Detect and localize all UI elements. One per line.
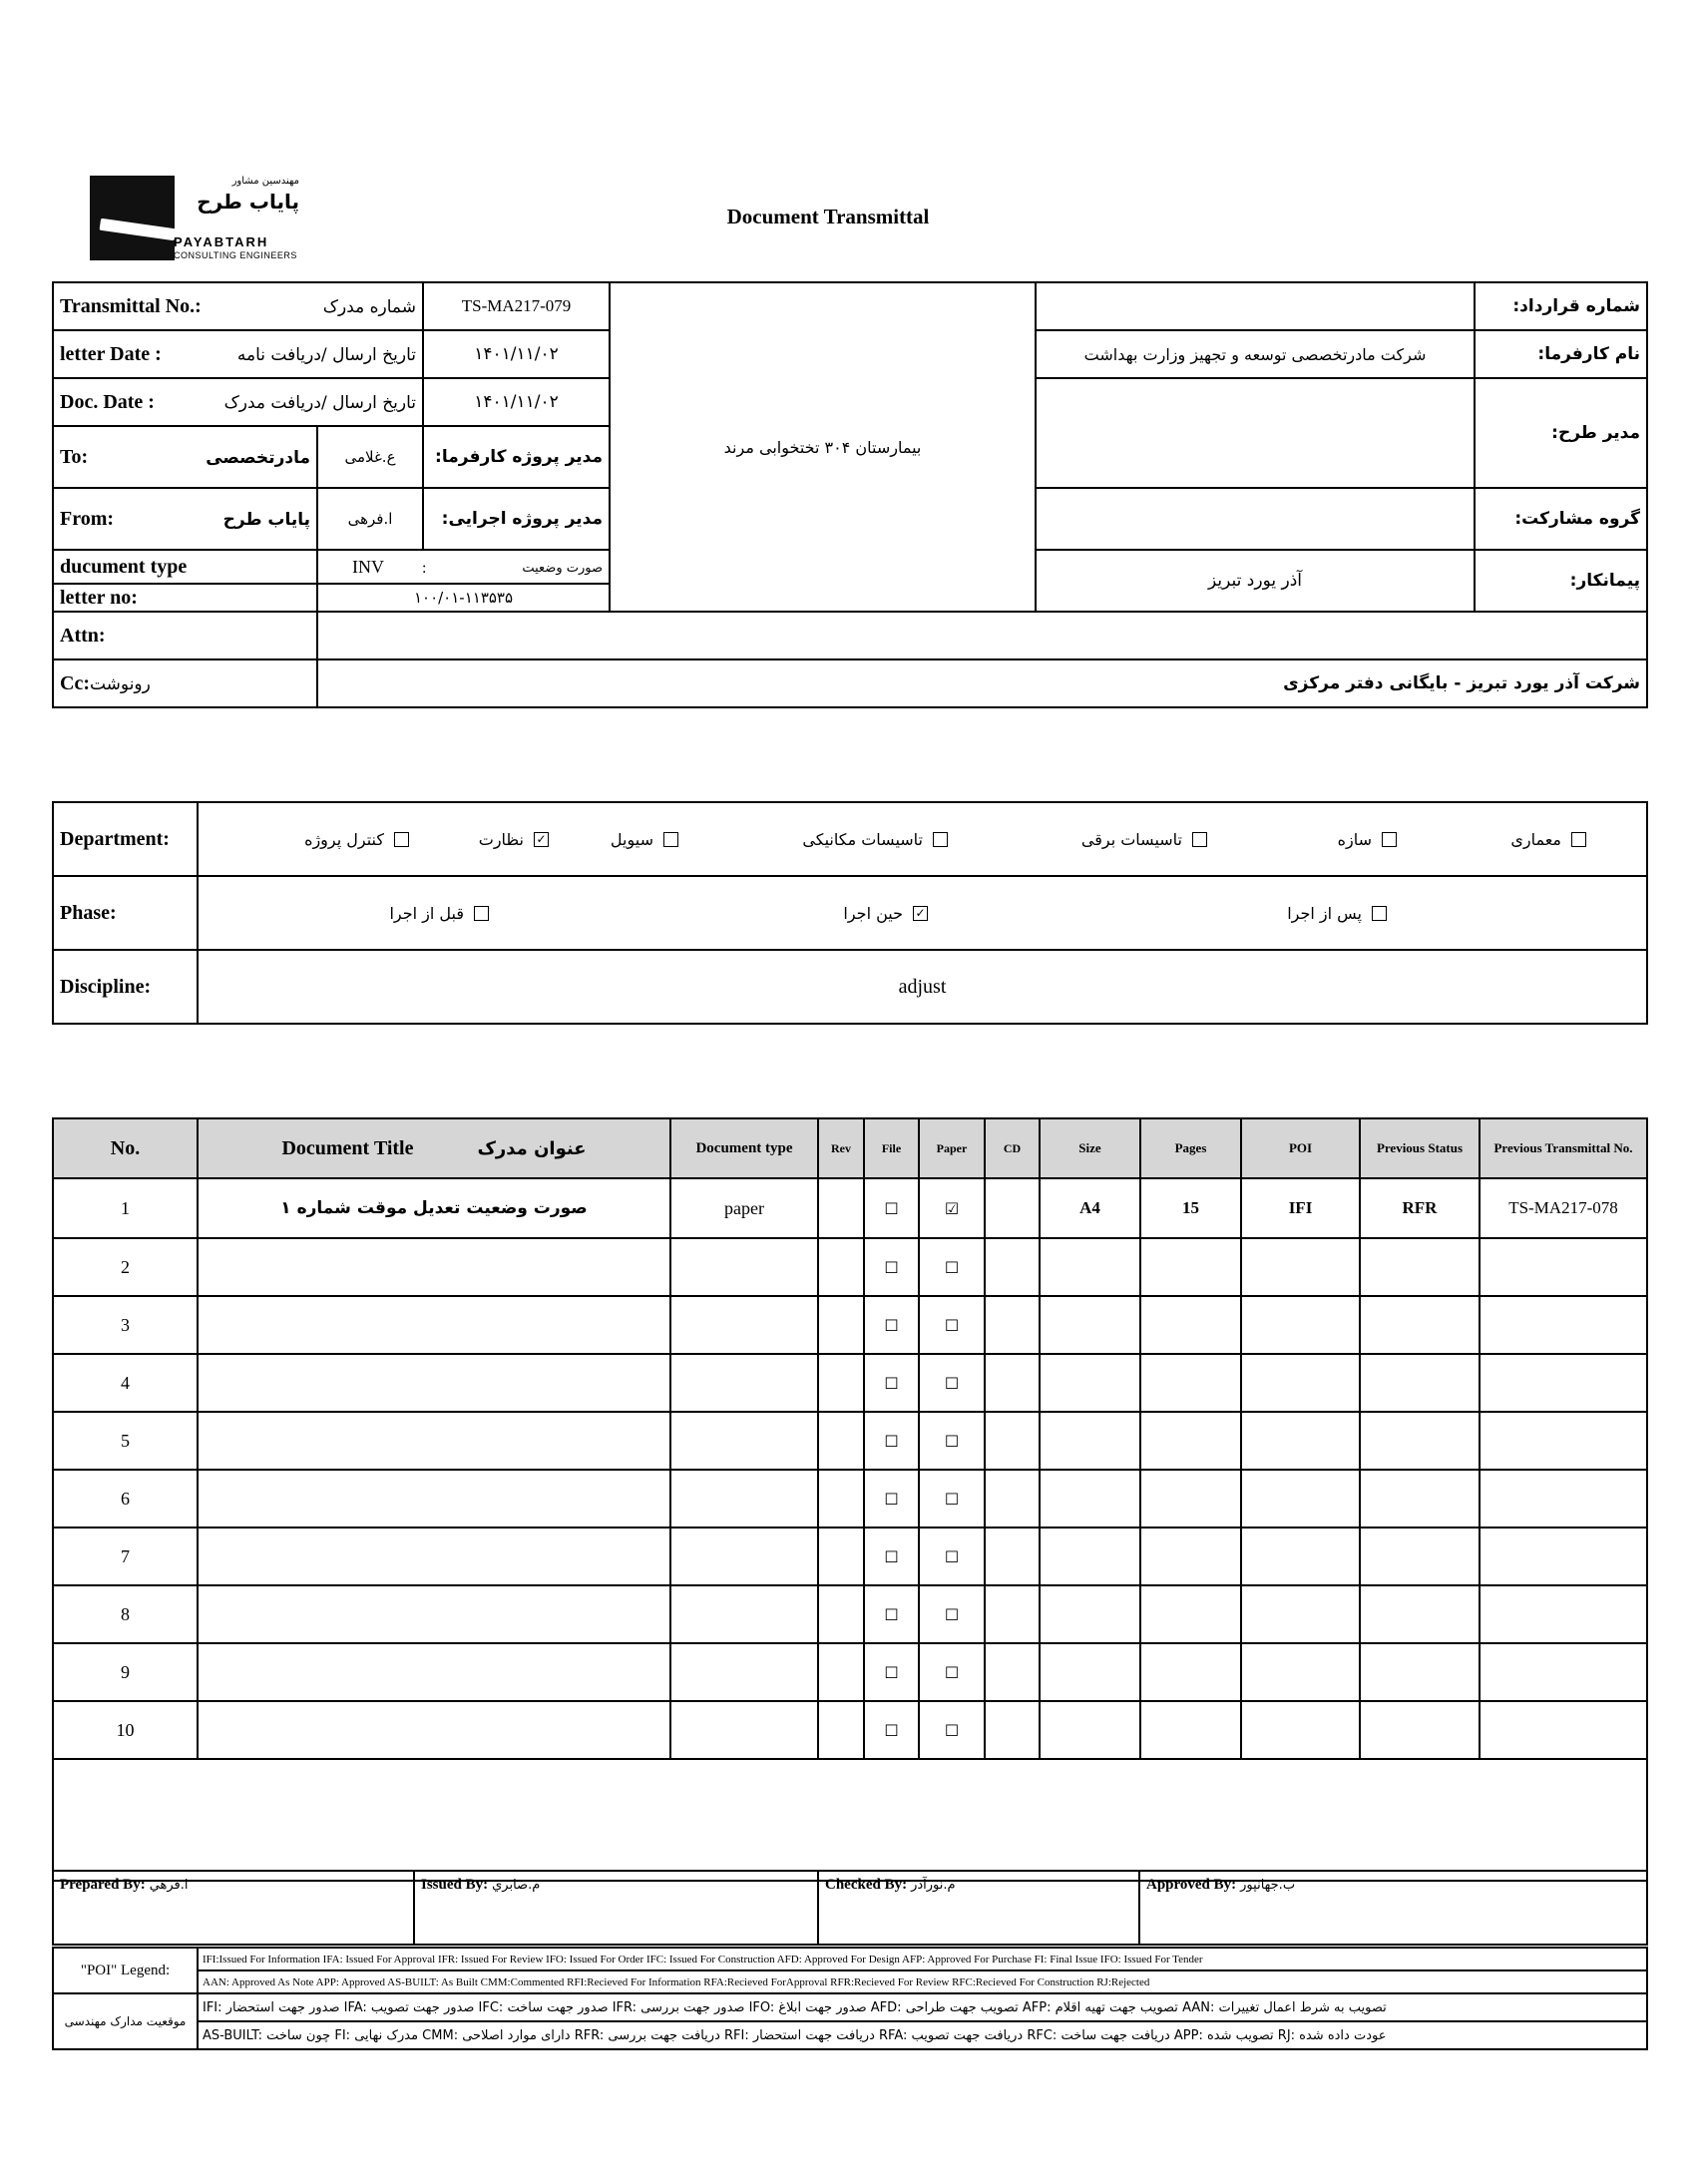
row-size: A4 [1040, 1178, 1140, 1238]
info-table [52, 281, 1648, 708]
col-header-title-en: Document Title [281, 1136, 414, 1159]
checkbox-icon[interactable] [474, 906, 489, 921]
department-option-label: کنترل پروژه [304, 829, 384, 849]
row-rev [818, 1643, 864, 1701]
to-value: مادرتخصصی [206, 447, 310, 468]
letter-date-label-en: letter Date : [60, 342, 162, 365]
col-header-file: File [864, 1118, 919, 1178]
issued-by-label: Issued By: [421, 1877, 489, 1893]
phase-option[interactable] [843, 877, 928, 949]
phase-option-label: حین اجرا [843, 903, 903, 923]
discipline-label: Discipline: [53, 950, 198, 1024]
row-doc-type [670, 1238, 818, 1296]
row-prev-status: RFR [1360, 1178, 1480, 1238]
department-option[interactable] [1338, 803, 1397, 875]
approved-by-label: Approved By: [1146, 1877, 1237, 1893]
col-header-poi: POI [1241, 1118, 1360, 1178]
row-no: 6 [53, 1470, 198, 1528]
row-rev [818, 1178, 864, 1238]
row-size [1040, 1412, 1140, 1470]
row-doc-type [670, 1412, 818, 1470]
checked-by-value: م.نورآذر [911, 1878, 956, 1893]
row-rev [818, 1585, 864, 1643]
row-no: 4 [53, 1354, 198, 1412]
row-size [1040, 1643, 1140, 1701]
row-title [198, 1585, 670, 1643]
row-cd [985, 1470, 1040, 1528]
phase-option-label: پس از اجرا [1287, 903, 1362, 923]
row-prev-status [1360, 1470, 1480, 1528]
table-row [53, 1701, 1647, 1759]
from-cell [53, 488, 317, 550]
prepared-by-cell [53, 1871, 414, 1945]
row-file-checkbox[interactable]: ☐ [864, 1238, 919, 1296]
row-cd [985, 1701, 1040, 1759]
doc-date-value: ۱۴۰۱/۱۱/۰۲ [423, 378, 610, 426]
department-option-label: سیویل [610, 829, 653, 849]
checkbox-checked-icon[interactable]: ✓ [913, 906, 928, 921]
row-size [1040, 1296, 1140, 1354]
documents-table [52, 1117, 1648, 1882]
plan-manager-label: مدیر طرح: [1475, 378, 1647, 488]
row-cd [985, 1354, 1040, 1412]
department-options [198, 802, 1647, 876]
table-row [53, 1178, 1647, 1238]
row-file-checkbox[interactable]: ☐ [864, 1178, 919, 1238]
row-paper-checkbox[interactable]: ☐ [919, 1585, 985, 1643]
checkbox-icon[interactable] [1372, 906, 1387, 921]
poi-legend-line-1: IFI:Issued For Information IFA: Issued For Approval IFR: Issued For Review IFO: Issued For Order IFC: Issued For Construction AFD: Approved For Design AFP: Approved For Purchase FI: Final Issue IFO: Issued For Tender [198, 1948, 1647, 1970]
contractor-value: آذر یورد تبریز [1036, 550, 1475, 612]
row-file-checkbox[interactable]: ☐ [864, 1528, 919, 1585]
row-pages [1140, 1296, 1241, 1354]
doc-date-label-fa: تاریخ ارسال /دریافت مدرک [223, 392, 417, 413]
letter-no-value: ۱۰۰/۰۱-۱۱۳۵۳۵ [317, 584, 610, 612]
row-no: 9 [53, 1643, 198, 1701]
row-prev-status [1360, 1701, 1480, 1759]
row-cd [985, 1238, 1040, 1296]
row-size [1040, 1701, 1140, 1759]
row-poi [1241, 1412, 1360, 1470]
transmittal-value: TS-MA217-079 [423, 282, 610, 330]
checkbox-icon[interactable] [1571, 832, 1586, 847]
row-file-checkbox[interactable]: ☐ [864, 1296, 919, 1354]
to-person: ع.غلامی [317, 426, 423, 488]
row-pages [1140, 1643, 1241, 1701]
contractor-label: پیمانکار: [1475, 550, 1647, 612]
row-poi [1241, 1470, 1360, 1528]
row-doc-type [670, 1643, 818, 1701]
row-doc-type [670, 1585, 818, 1643]
checkbox-icon[interactable] [1382, 832, 1397, 847]
letter-date-label-cell [53, 330, 423, 378]
col-header-title [198, 1118, 670, 1178]
plan-manager-value [1036, 378, 1475, 488]
from-person: ا.فرهی [317, 488, 423, 550]
row-file-checkbox[interactable]: ☐ [864, 1643, 919, 1701]
row-no: 7 [53, 1528, 198, 1585]
table-row [53, 1412, 1647, 1470]
row-title [198, 1354, 670, 1412]
row-paper-checkbox[interactable]: ☐ [919, 1296, 985, 1354]
checkbox-icon[interactable] [663, 832, 678, 847]
discipline-value: adjust [198, 950, 1647, 1024]
row-prev-transmittal [1480, 1238, 1647, 1296]
row-rev [818, 1470, 864, 1528]
letter-no-label: letter no: [53, 584, 317, 612]
employer-value: شرکت مادرتخصصی توسعه و تجهیز وزارت بهداشت [1036, 330, 1475, 378]
row-paper-checkbox[interactable]: ☐ [919, 1643, 985, 1701]
logo-text-en-sub: CONSULTING ENGINEERS [174, 250, 297, 260]
row-cd [985, 1528, 1040, 1585]
department-label: Department: [53, 802, 198, 876]
cc-label-en: Cc: [60, 671, 90, 694]
row-title [198, 1296, 670, 1354]
from-role: مدیر پروژه اجرایی: [423, 488, 610, 550]
col-header-doc-type: Document type [670, 1118, 818, 1178]
row-cd [985, 1178, 1040, 1238]
row-rev [818, 1412, 864, 1470]
prepared-by-label: Prepared By: [60, 1877, 146, 1893]
to-label: To: [60, 445, 89, 468]
cc-cell [53, 659, 317, 707]
row-paper-checkbox[interactable]: ☐ [919, 1238, 985, 1296]
row-pages [1140, 1238, 1241, 1296]
row-pages [1140, 1585, 1241, 1643]
department-option-label: نظارت [478, 829, 524, 849]
row-poi [1241, 1701, 1360, 1759]
table-row [53, 1296, 1647, 1354]
contract-no-value [1036, 282, 1475, 330]
row-prev-transmittal [1480, 1354, 1647, 1412]
row-no: 1 [53, 1178, 198, 1238]
row-size [1040, 1238, 1140, 1296]
col-header-cd: CD [985, 1118, 1040, 1178]
checkbox-icon[interactable] [394, 832, 409, 847]
row-prev-transmittal [1480, 1643, 1647, 1701]
col-header-paper: Paper [919, 1118, 985, 1178]
row-doc-type: paper [670, 1178, 818, 1238]
notes-row [53, 1759, 1647, 1881]
row-prev-transmittal [1480, 1701, 1647, 1759]
signatures-table [52, 1870, 1648, 1946]
row-title [198, 1528, 670, 1585]
row-file-checkbox[interactable]: ☐ [864, 1354, 919, 1412]
row-no: 5 [53, 1412, 198, 1470]
row-pages [1140, 1412, 1241, 1470]
notes-area[interactable] [53, 1759, 1647, 1881]
cc-label-fa: رونوشت [89, 673, 151, 694]
checkbox-icon[interactable] [933, 832, 948, 847]
phase-option-label: قبل از اجرا [389, 903, 464, 923]
department-option-label: معماری [1510, 829, 1561, 849]
fa-legend-line-1: IFI: صدور جهت استحضار IFA: صدور جهت تصویب IFC: صدور جهت ساخت IFR: صدور جهت بررسی IFO: صدور جهت ابلاغ AFD: تصویب جهت طراحی AFP: تصویب جهت تهیه اقلام AAN: تصویب به شرط اعمال تغییرات [198, 1993, 1647, 2021]
row-paper-checkbox[interactable]: ☐ [919, 1470, 985, 1528]
table-row [53, 1470, 1647, 1528]
row-pages [1140, 1701, 1241, 1759]
row-cd [985, 1296, 1040, 1354]
row-file-checkbox[interactable]: ☐ [864, 1412, 919, 1470]
letter-date-value: ۱۴۰۱/۱۱/۰۲ [423, 330, 610, 378]
row-prev-transmittal [1480, 1412, 1647, 1470]
row-prev-transmittal [1480, 1296, 1647, 1354]
phase-options [198, 876, 1647, 950]
col-header-no: No. [53, 1118, 198, 1178]
row-paper-checkbox[interactable]: ☐ [919, 1354, 985, 1412]
row-no: 3 [53, 1296, 198, 1354]
from-value: پایاب طرح [222, 509, 310, 530]
row-paper-checkbox[interactable]: ☐ [919, 1701, 985, 1759]
classification-table [52, 801, 1648, 1025]
logo-text-fa: پایاب طرح [197, 190, 299, 214]
row-size [1040, 1354, 1140, 1412]
table-row [53, 1585, 1647, 1643]
row-prev-transmittal [1480, 1585, 1647, 1643]
row-title [198, 1470, 670, 1528]
row-title [198, 1238, 670, 1296]
transmittal-label-cell [53, 282, 423, 330]
doc-date-label-cell [53, 378, 423, 426]
row-rev [818, 1354, 864, 1412]
department-option[interactable] [479, 803, 549, 875]
row-poi: IFI [1241, 1178, 1360, 1238]
row-size [1040, 1528, 1140, 1585]
row-pages [1140, 1528, 1241, 1585]
row-prev-status [1360, 1354, 1480, 1412]
table-header-row [53, 1118, 1647, 1178]
row-cd [985, 1412, 1040, 1470]
issued-by-value: م.صابري [492, 1878, 541, 1893]
transmittal-label-fa: شماره مدرک [322, 296, 417, 317]
row-title [198, 1701, 670, 1759]
doctype-sep: : [422, 559, 427, 577]
row-rev [818, 1238, 864, 1296]
col-header-size: Size [1040, 1118, 1140, 1178]
col-header-title-fa: عنوان مدرک [477, 1137, 587, 1159]
row-prev-transmittal: TS-MA217-078 [1480, 1178, 1647, 1238]
table-row [53, 1643, 1647, 1701]
row-prev-status [1360, 1528, 1480, 1585]
row-poi [1241, 1643, 1360, 1701]
row-prev-status [1360, 1412, 1480, 1470]
poi-legend-label: "POI" Legend: [53, 1948, 198, 1993]
row-doc-type [670, 1528, 818, 1585]
department-option-label: تاسیسات برقی [1080, 829, 1182, 849]
approved-by-value: ب.جهانپور [1240, 1878, 1296, 1893]
row-prev-status [1360, 1238, 1480, 1296]
checkbox-checked-icon[interactable]: ✓ [534, 832, 549, 847]
partnership-label: گروه مشارکت: [1475, 488, 1647, 550]
row-title: صورت وضعیت تعدیل موقت شماره ۱ [198, 1178, 670, 1238]
doc-date-label-en: Doc. Date : [60, 390, 155, 413]
row-rev [818, 1701, 864, 1759]
row-pages [1140, 1354, 1241, 1412]
row-doc-type [670, 1354, 818, 1412]
partnership-value [1036, 488, 1475, 550]
row-rev [818, 1296, 864, 1354]
department-option[interactable] [304, 803, 409, 875]
department-option[interactable] [611, 803, 678, 875]
table-row [53, 1528, 1647, 1585]
row-size [1040, 1470, 1140, 1528]
poi-legend-line-2: AAN: Approved As Note APP: Approved AS-BUILT: As Built CMM:Commented RFI:Recieved For Information RFA:Recieved ForApproval RFR:Recieved For Review RFC:Recieved For Construction RJ:Rejected [198, 1970, 1647, 1993]
table-row [53, 1238, 1647, 1296]
row-paper-checkbox[interactable]: ☑ [919, 1178, 985, 1238]
approved-by-cell [1139, 1871, 1647, 1945]
row-no: 8 [53, 1585, 198, 1643]
department-option[interactable] [1081, 803, 1207, 875]
row-poi [1241, 1585, 1360, 1643]
row-cd [985, 1585, 1040, 1643]
doctype-label: ducument type [53, 550, 317, 584]
row-prev-transmittal [1480, 1528, 1647, 1585]
row-poi [1241, 1354, 1360, 1412]
logo-text-en: PAYABTARH [174, 234, 269, 249]
row-prev-status [1360, 1296, 1480, 1354]
fa-legend-line-2: AS-BUILT: چون ساخت FI: مدرک نهایی CMM: دارای موارد اصلاحی RFR: دریافت جهت بررسی RFI: دریافت جهت استحضار RFA: دریافت جهت تصویب RFC: دریافت جهت ساخت APP: تصویب شده RJ: عودت داده شده [198, 2021, 1647, 2049]
row-paper-checkbox[interactable]: ☐ [919, 1528, 985, 1585]
attn-value [317, 612, 1647, 659]
row-file-checkbox[interactable]: ☐ [864, 1585, 919, 1643]
col-header-prev-status: Previous Status [1360, 1118, 1480, 1178]
issued-by-cell [414, 1871, 818, 1945]
phase-option[interactable] [1287, 877, 1387, 949]
row-prev-status [1360, 1585, 1480, 1643]
row-file-checkbox[interactable]: ☐ [864, 1701, 919, 1759]
phase-label: Phase: [53, 876, 198, 950]
row-cd [985, 1643, 1040, 1701]
checked-by-cell [818, 1871, 1139, 1945]
checkbox-icon[interactable] [1192, 832, 1207, 847]
row-poi [1241, 1238, 1360, 1296]
row-no: 10 [53, 1701, 198, 1759]
documents-body [53, 1178, 1647, 1759]
checked-by-label: Checked By: [825, 1877, 908, 1893]
department-option-label: سازه [1337, 829, 1372, 849]
project-name: بیمارستان ۳۰۴ تختخوابی مرند [610, 282, 1036, 612]
transmittal-label-en: Transmittal No.: [60, 294, 202, 317]
logo-text-fa-small: مهندسین مشاور [231, 176, 299, 187]
department-option-label: تاسیسات مکانیکی [802, 829, 923, 849]
row-paper-checkbox[interactable]: ☐ [919, 1412, 985, 1470]
from-label: From: [60, 507, 115, 530]
row-poi [1241, 1296, 1360, 1354]
row-doc-type [670, 1296, 818, 1354]
row-prev-transmittal [1480, 1470, 1647, 1528]
row-file-checkbox[interactable]: ☐ [864, 1470, 919, 1528]
row-poi [1241, 1528, 1360, 1585]
row-doc-type [670, 1470, 818, 1528]
row-title [198, 1643, 670, 1701]
doctype-fa: صورت وضعیت [522, 560, 604, 576]
contract-no-label: شماره قرارداد: [1475, 282, 1647, 330]
row-size [1040, 1585, 1140, 1643]
fa-legend-label: موقعیت مدارک مهندسی [53, 1993, 198, 2049]
col-header-prev-transmittal: Previous Transmittal No. [1480, 1118, 1647, 1178]
letter-date-label-fa: تاریخ ارسال /دریافت نامه [236, 344, 417, 365]
table-row [53, 1354, 1647, 1412]
row-pages: 15 [1140, 1178, 1241, 1238]
col-header-rev: Rev [818, 1118, 864, 1178]
phase-option[interactable] [389, 877, 489, 949]
col-header-pages: Pages [1140, 1118, 1241, 1178]
row-rev [818, 1528, 864, 1585]
doctype-cell [317, 550, 610, 584]
company-logo [90, 176, 175, 260]
department-option[interactable] [1510, 803, 1586, 875]
employer-label: نام کارفرما: [1475, 330, 1647, 378]
department-option[interactable] [802, 803, 948, 875]
attn-label: Attn: [53, 612, 317, 659]
to-cell [53, 426, 317, 488]
prepared-by-value: ا.فرهي [149, 1878, 189, 1893]
row-no: 2 [53, 1238, 198, 1296]
page-title: Document Transmittal [726, 205, 930, 228]
cc-value: شرکت آذر یورد تبریز - بایگانی دفتر مرکزی [317, 659, 1647, 707]
legend-table [52, 1947, 1648, 2050]
row-title [198, 1412, 670, 1470]
row-doc-type [670, 1701, 818, 1759]
row-pages [1140, 1470, 1241, 1528]
to-role: مدیر پروژه کارفرما: [423, 426, 610, 488]
doctype-code: INV [352, 556, 384, 577]
row-prev-status [1360, 1643, 1480, 1701]
